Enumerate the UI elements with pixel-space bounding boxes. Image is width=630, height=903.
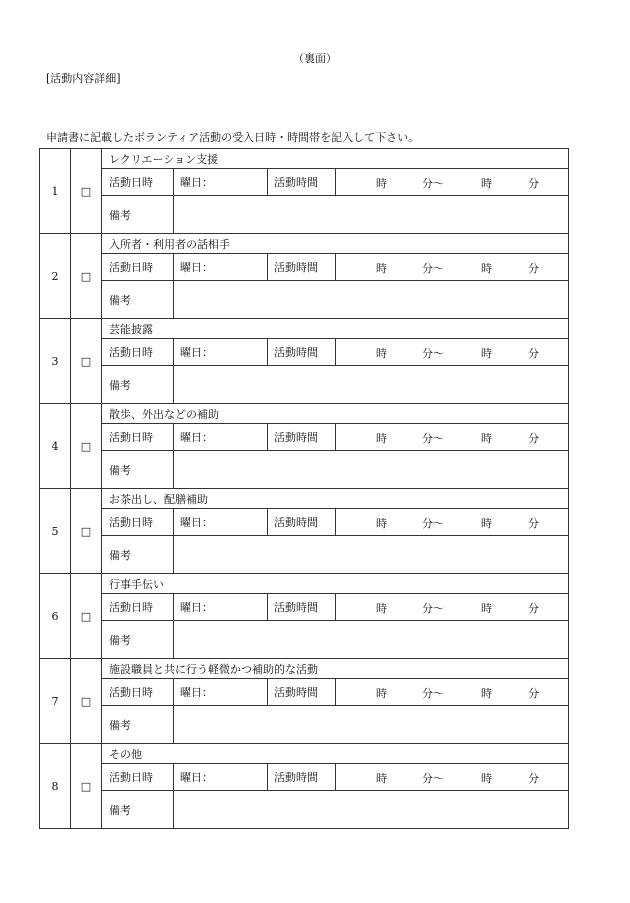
activity-name-row [40,659,569,679]
activity-checkbox[interactable]: □ [71,234,102,319]
activity-number: 6 [40,574,71,659]
activity-remarks-row [40,706,569,744]
end-hour-label: 時 [481,177,492,190]
activity-date-row [40,594,569,621]
weekday-field[interactable]: 曜日： [174,339,268,366]
start-hour-label: 時 [376,347,387,360]
activity-time-label: 活動時間 [268,254,336,281]
activity-number: 3 [40,319,71,404]
activity-time-field[interactable] [336,169,569,196]
end-hour-label: 時 [481,347,492,360]
activity-checkbox[interactable]: □ [71,319,102,404]
end-hour-label: 時 [481,262,492,275]
activity-checkbox[interactable]: □ [71,574,102,659]
remarks-label: 備考 [102,451,174,489]
end-hour-label: 時 [481,602,492,615]
activity-form-table [39,148,569,829]
activity-date-label: 活動日時 [102,509,174,536]
weekday-field[interactable]: 曜日： [174,594,268,621]
weekday-field[interactable]: 曜日： [174,424,268,451]
end-minute-label: 分 [528,262,539,275]
start-minute-label: 分～ [422,772,444,785]
remarks-field[interactable] [174,621,569,659]
start-minute-label: 分～ [422,517,444,530]
activity-number: 5 [40,489,71,574]
activity-date-label: 活動日時 [102,679,174,706]
end-hour-label: 時 [481,772,492,785]
activity-number: 2 [40,234,71,319]
activity-checkbox[interactable]: □ [71,659,102,744]
weekday-field[interactable]: 曜日： [174,679,268,706]
end-hour-label: 時 [481,432,492,445]
activity-time-label: 活動時間 [268,169,336,196]
remarks-label: 備考 [102,706,174,744]
remarks-field[interactable] [174,706,569,744]
activity-remarks-row [40,536,569,574]
end-hour-label: 時 [481,517,492,530]
activity-remarks-row [40,196,569,234]
start-minute-label: 分～ [422,262,444,275]
remarks-label: 備考 [102,366,174,404]
activity-name: 入所者・利用者の話相手 [102,234,569,254]
weekday-field[interactable]: 曜日： [174,509,268,536]
activity-time-label: 活動時間 [268,764,336,791]
activity-time-label: 活動時間 [268,679,336,706]
activity-time-field[interactable] [336,509,569,536]
start-hour-label: 時 [376,772,387,785]
page-label: （裏面） [293,52,337,65]
activity-time-field[interactable] [336,254,569,281]
start-minute-label: 分～ [422,687,444,700]
activity-date-label: 活動日時 [102,764,174,791]
start-hour-label: 時 [376,262,387,275]
activity-name-row [40,319,569,339]
activity-remarks-row [40,621,569,659]
activity-checkbox[interactable]: □ [71,404,102,489]
activity-name-row [40,234,569,254]
activity-date-label: 活動日時 [102,254,174,281]
remarks-field[interactable] [174,451,569,489]
activity-remarks-row [40,791,569,829]
activity-time-label: 活動時間 [268,509,336,536]
end-minute-label: 分 [528,347,539,360]
start-hour-label: 時 [376,177,387,190]
end-minute-label: 分 [528,772,539,785]
end-minute-label: 分 [528,432,539,445]
activity-number: 1 [40,149,71,234]
start-hour-label: 時 [376,687,387,700]
activity-checkbox[interactable]: □ [71,744,102,829]
remarks-field[interactable] [174,366,569,404]
end-minute-label: 分 [528,517,539,530]
activity-time-label: 活動時間 [268,339,336,366]
weekday-field[interactable]: 曜日： [174,764,268,791]
section-title: [活動内容詳細] [46,72,121,85]
activity-remarks-row [40,281,569,319]
activity-date-row [40,509,569,536]
activity-name: 施設職員と共に行う軽微かつ補助的な活動 [102,659,569,679]
end-minute-label: 分 [528,602,539,615]
activity-time-label: 活動時間 [268,424,336,451]
remarks-field[interactable] [174,536,569,574]
activity-name: 散歩、外出などの補助 [102,404,569,424]
activity-name: その他 [102,744,569,764]
activity-number: 4 [40,404,71,489]
activity-date-label: 活動日時 [102,424,174,451]
activity-checkbox[interactable]: □ [71,489,102,574]
start-hour-label: 時 [376,517,387,530]
activity-name-row [40,489,569,509]
activity-name: 行事手伝い [102,574,569,594]
activity-date-label: 活動日時 [102,169,174,196]
weekday-field[interactable]: 曜日： [174,254,268,281]
activity-checkbox[interactable]: □ [71,149,102,234]
start-minute-label: 分～ [422,177,444,190]
end-hour-label: 時 [481,687,492,700]
activity-number: 8 [40,744,71,829]
remarks-field[interactable] [174,791,569,829]
instruction-text: 申請書に記載したボランティア活動の受入日時・時間帯を記入して下さい。 [46,131,420,144]
start-minute-label: 分～ [422,602,444,615]
activity-time-field[interactable] [336,339,569,366]
remarks-label: 備考 [102,536,174,574]
activity-date-row [40,339,569,366]
activity-time-field[interactable] [336,594,569,621]
activity-date-row [40,169,569,196]
activity-remarks-row [40,366,569,404]
activity-date-row [40,254,569,281]
activity-name-row [40,574,569,594]
remarks-field[interactable] [174,281,569,319]
start-minute-label: 分～ [422,347,444,360]
activity-time-field[interactable] [336,679,569,706]
start-minute-label: 分～ [422,432,444,445]
activity-date-row [40,679,569,706]
activity-name-row [40,149,569,169]
remarks-label: 備考 [102,281,174,319]
activity-time-field[interactable] [336,764,569,791]
end-minute-label: 分 [528,177,539,190]
activity-number: 7 [40,659,71,744]
activity-date-label: 活動日時 [102,594,174,621]
activity-name: お茶出し、配膳補助 [102,489,569,509]
activity-date-label: 活動日時 [102,339,174,366]
remarks-label: 備考 [102,791,174,829]
activity-date-row [40,424,569,451]
activity-remarks-row [40,451,569,489]
start-hour-label: 時 [376,432,387,445]
end-minute-label: 分 [528,687,539,700]
activity-name-row [40,744,569,764]
activity-time-field[interactable] [336,424,569,451]
remarks-label: 備考 [102,196,174,234]
start-hour-label: 時 [376,602,387,615]
remarks-label: 備考 [102,621,174,659]
activity-date-row [40,764,569,791]
activity-name-row [40,404,569,424]
activity-time-label: 活動時間 [268,594,336,621]
weekday-field[interactable]: 曜日： [174,169,268,196]
activity-name: 芸能披露 [102,319,569,339]
activity-name: レクリエーション支援 [102,149,569,169]
remarks-field[interactable] [174,196,569,234]
